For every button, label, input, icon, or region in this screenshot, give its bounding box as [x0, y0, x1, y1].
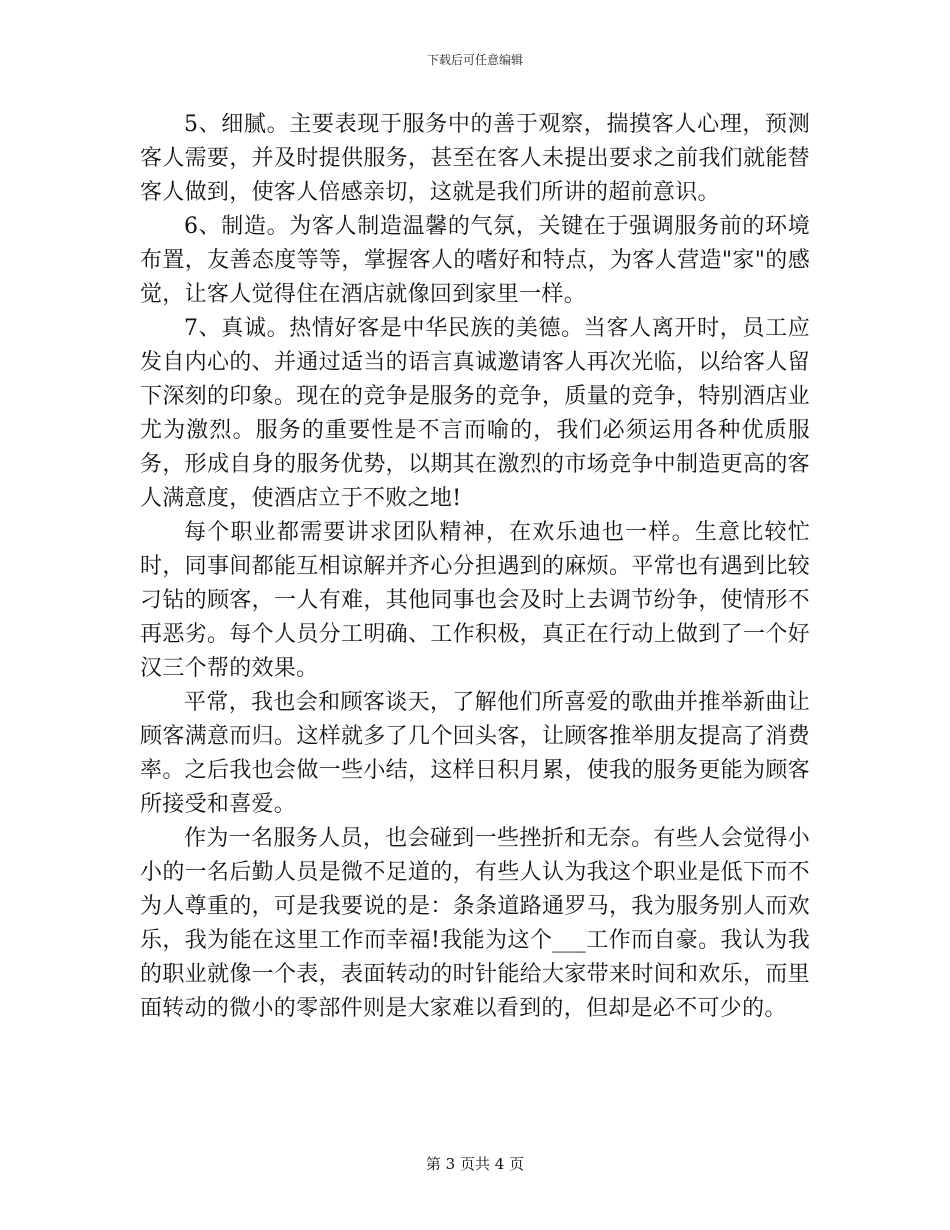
paragraph-item-5-delicacy: 5、细腻。主要表现于服务中的善于观察，揣摸客人心理，预测客人需要，并及时提供服务，甚至在客人未提出要求之前我们就能替客人做到，使客人倍感亲切，这就是我们所讲的超前意识。: [140, 112, 810, 205]
page-header: 下载后可任意编辑: [426, 53, 523, 67]
paragraph-item-7-sincerity: 7、真诚。热情好客是中华民族的美德。当客人离开时，员工应发自内心的、并通过适当的语言真诚邀请客人再次光临，以给客人留下深刻的印象。现在的竞争是服务的竞争，质量的竞争，特别酒店业尤为激烈。服务的重要性是不言而喻的，我们必须运用各种优质服务，形成自身的服务优势，以期其在激烈的市场竞争中制造更高的客人满意度，使酒店立于不败之地!: [140, 316, 810, 511]
document-body: [140, 108, 810, 1026]
paragraph-item-6-creation: 6、制造。为客人制造温馨的气氛，关键在于强调服务前的环境布置，友善态度等等，掌握客人的嗜好和特点，为客人营造"家"的感觉，让客人觉得住在酒店就像回到家里一样。: [140, 214, 810, 307]
page-number: 第 3 页共 4 页: [425, 1155, 525, 1173]
paragraph-service-pride: 作为一名服务人员，也会碰到一些挫折和无奈。有些人会觉得小小的一名后勤人员是微不足道的，有些人认为我这个职业是低下而不为人尊重的，可是我要说的是：条条道路通罗马，我为服务别人而欢乐，我为能在这里工作而幸福!我能为这个___工作而自豪。我认为我的职业就像一个表，表面转动的时针能给大家带来时间和欢乐，而里面转动的微小的零部件则是大家难以看到的，但却是必不可少的。: [140, 826, 810, 1021]
paragraph-team-spirit: 每个职业都需要讲求团队精神，在欢乐迪也一样。生意比较忙时，同事间都能互相谅解并齐心分担遇到的麻烦。平常也有遇到比较刁钻的顾客，一人有难，其他同事也会及时上去调节纷争，使情形不再恶劣。每个人员分工明确、工作积极，真正在行动上做到了一个好汉三个帮的效果。: [140, 520, 810, 681]
paragraph-customer-chat: 平常，我也会和顾客谈天，了解他们所喜爱的歌曲并推举新曲让顾客满意而归。这样就多了几个回头客，让顾客推举朋友提高了消费率。之后我也会做一些小结，这样日积月累，使我的服务更能为顾客所接受和喜爱。: [140, 690, 810, 817]
